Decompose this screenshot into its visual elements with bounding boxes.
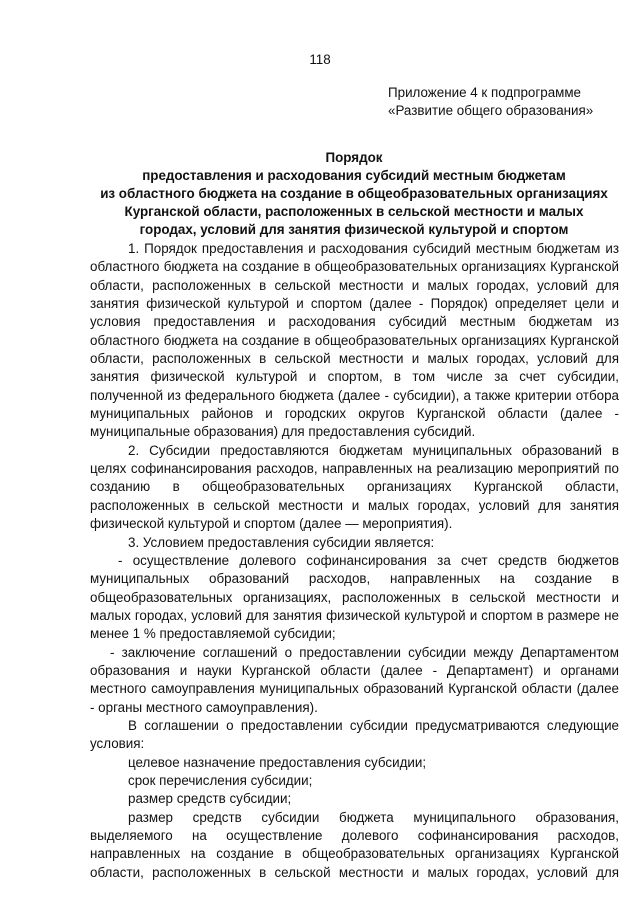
list-item: целевое назначение предоставления субсидии; (128, 754, 427, 770)
title-heading: Порядок (325, 150, 383, 165)
paragraph-cofinancing-size: размер средств субсидии бюджета муниципального образования, выделяемого на осуществление долевого софинансирования расходов, направленных на создание в общеобразовательных организациях Курганской области, расположенных в сельской местности и малых городах, условий для (90, 809, 619, 880)
paragraph-condition-agreement: - заключение соглашений о предоставлении субсидии между Департаментом образования и науки Курганской области (далее - Департамент) и органами местного самоуправления муниципальных образований Курганской области (далее - органы местного самоуправления). (90, 644, 619, 715)
paragraph-1: 1. Порядок предоставления и расходования субсидий местным бюджетам из областного бюджета на создание в общеобразовательных организациях Курганской области, расположенных в сельской местности и малых городах, условий для занятия физической культурой и спортом (далее - Порядок) определяет цели и условия предоставления и расходования субсидий местным бюджетам из областного бюджета на создание в общеобразовательных организациях Курганской области, расположенных в сельской местности и малых городах, условий для занятия физической культурой и спортом, в том числе за счет субсидии, полученной из федерального бюджета (далее - субсидии), а также критерии отбора муниципальных районов и городских округов Курганской области (далее - муниципальные образования) для предоставления субсидий. (90, 241, 619, 440)
appendix-line-1: Приложение 4 к подпрограмме (388, 85, 582, 100)
appendix-note (388, 84, 593, 120)
title-line-1: предоставления и расходования субсидий местным бюджетам (142, 168, 566, 183)
list-item: срок перечисления субсидии; (128, 772, 313, 788)
document-title (80, 149, 628, 239)
title-line-2: из областного бюджета на создание в общеобразовательных организациях (100, 186, 608, 201)
appendix-line-2: «Развитие общего образования» (388, 103, 594, 118)
paragraph-agreement-terms: В соглашении о предоставлении субсидии предусматриваются следующие условия: (90, 717, 619, 752)
list-item: размер средств субсидии; (128, 791, 292, 807)
document-body (90, 240, 619, 882)
title-line-3: Курганской области, расположенных в сельской местности и малых (124, 204, 584, 219)
paragraph-condition-cofinancing: - осуществление долевого софинансирования за счет средств бюджетов муниципальных образований расходов, направленных на создание в общеобразовательных организациях, расположенных в сельской местности и малых городах, условий для занятия физической культурой и спортом в размере не менее 1 % предоставляемой субсидии; (90, 552, 619, 642)
page-number: 118 (309, 52, 331, 67)
paragraph-2: 2. Субсидии предоставляются бюджетам муниципальных образований в целях софинансирования расходов, направленных на реализацию мероприятий по созданию в общеобразовательных организациях Курганской области, расположенных в сельской местности и малых городах, условий для занятия физической культурой и спортом (далее — мероприятия). (90, 442, 619, 532)
paragraph-3: 3. Условием предоставления субсидии является: (128, 534, 435, 550)
title-line-4: городах, условий для занятия физической культурой и спортом (139, 222, 569, 237)
